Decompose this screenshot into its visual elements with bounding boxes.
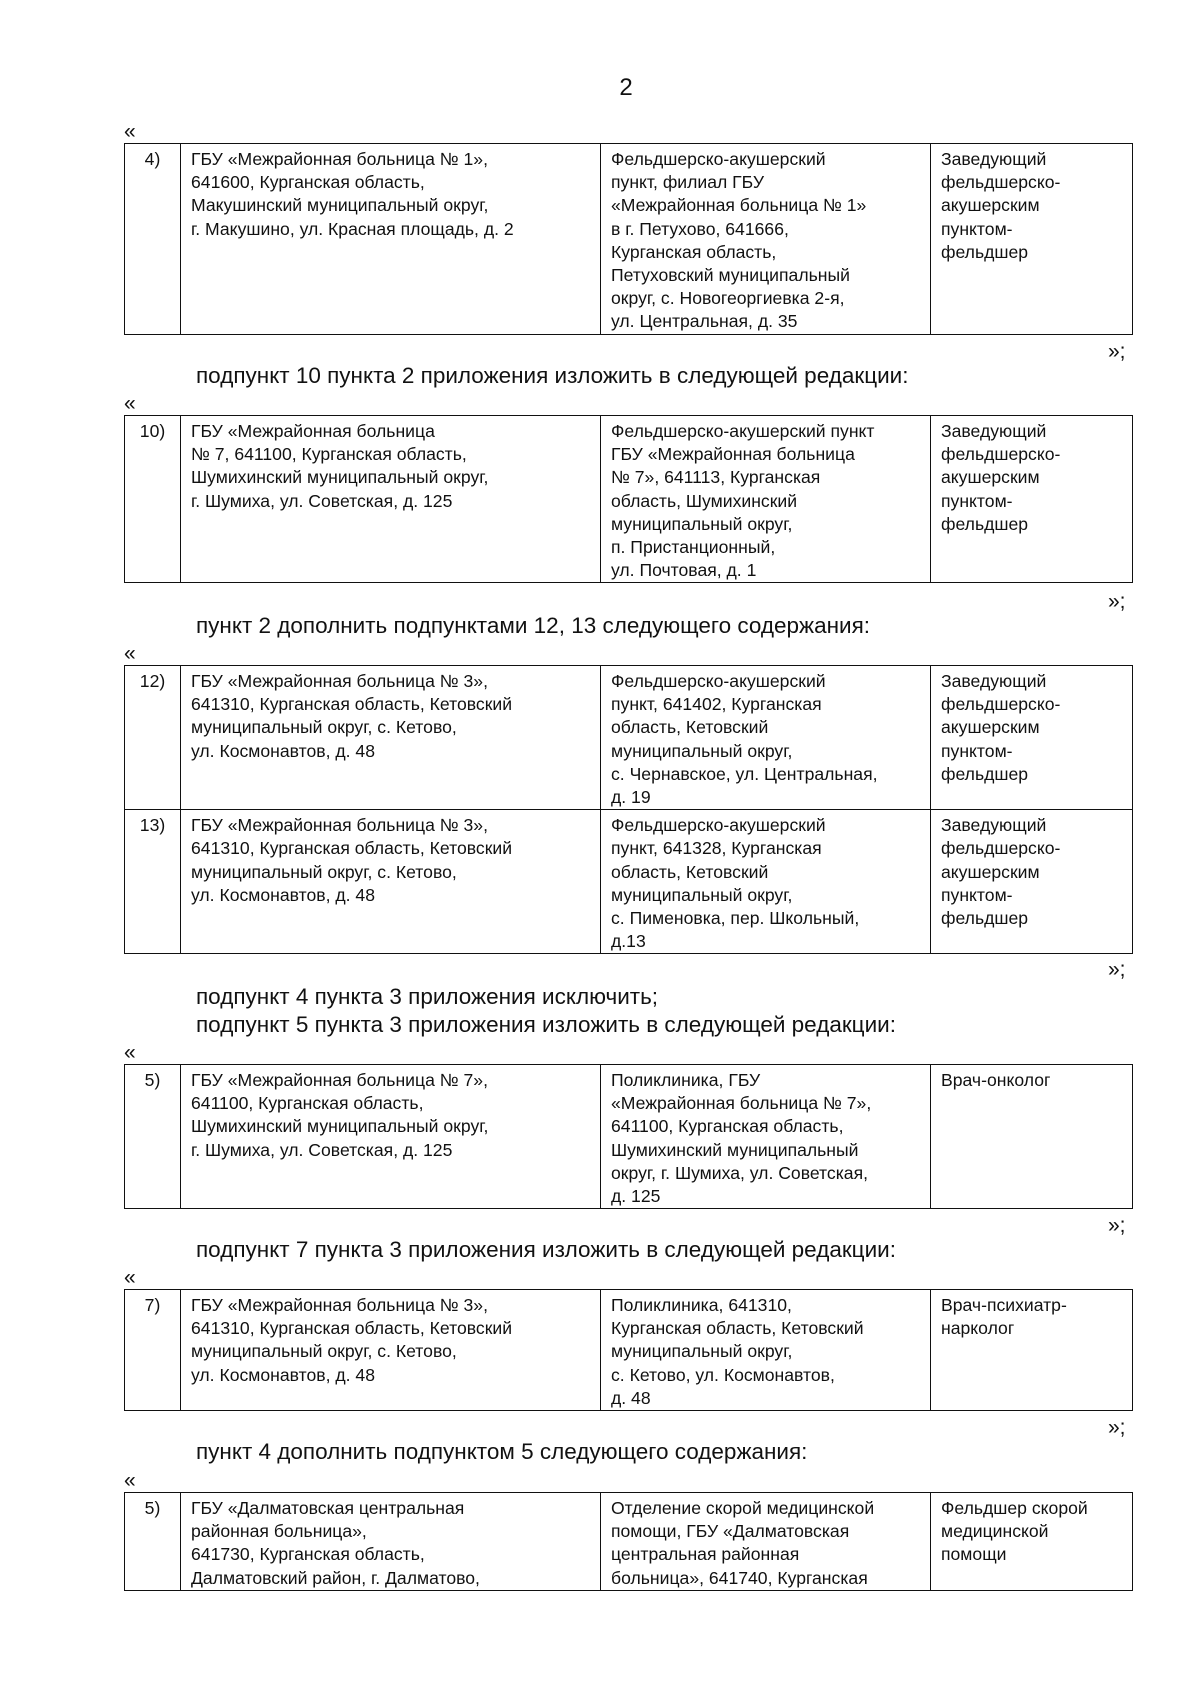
row-number: 10) — [125, 416, 181, 583]
instruction-text: пункт 2 дополнить подпунктами 12, 13 следующего содержания: — [196, 613, 871, 638]
organization-cell: ГБУ «Межрайонная больница № 3», 641310, Курганская область, Кетовский муниципальный округ, с. Кетово, ул. Космонавтов, д. 48 — [181, 810, 601, 954]
row-number: 13) — [125, 810, 181, 954]
unit-cell: Фельдшерско-акушерский пункт, 641402, Курганская область, Кетовский муниципальный округ, с. Чернавское, ул. Центральная, д. 19 — [601, 666, 931, 810]
unit-cell: Фельдшерско-акушерский пункт ГБУ «Межрайонная больница № 7», 641113, Курганская область, Шумихинский муниципальный округ, п. Пристанционный, ул. Почтовая, д. 1 — [601, 416, 931, 583]
table-section-1 — [124, 143, 1133, 335]
table-section-3 — [124, 665, 1133, 954]
row-number: 5) — [125, 1493, 181, 1591]
unit-cell: Фельдшерско-акушерский пункт, 641328, Курганская область, Кетовский муниципальный округ, с. Пименовка, пер. Школьный, д.13 — [601, 810, 931, 954]
open-quote: « — [124, 120, 136, 143]
table-section-2 — [124, 415, 1133, 583]
row-number: 7) — [125, 1290, 181, 1411]
instruction-text: подпункт 10 пункта 2 приложения изложить в следующей редакции: — [196, 363, 909, 388]
table-row — [125, 1290, 1133, 1411]
table-row — [125, 666, 1133, 810]
table-row — [125, 144, 1133, 335]
instruction-text: подпункт 5 пункта 3 приложения изложить в следующей редакции: — [196, 1012, 896, 1037]
unit-cell: Отделение скорой медицинской помощи, ГБУ «Далматовская центральная районная больница», 641740, Курганская — [601, 1493, 931, 1591]
open-quote: « — [124, 1266, 136, 1289]
unit-cell: Фельдшерско-акушерский пункт, филиал ГБУ «Межрайонная больница № 1» в г. Петухово, 641666, Курганская область, Петуховский муниципальный округ, с. Новогеоргиевка 2-я, ул. Центральная, д. 35 — [601, 144, 931, 335]
position-cell: Заведующий фельдшерско- акушерским пунктом- фельдшер — [931, 666, 1133, 810]
table-section-5 — [124, 1289, 1133, 1411]
table-section-4 — [124, 1064, 1133, 1209]
unit-cell: Поликлиника, 641310, Курганская область, Кетовский муниципальный округ, с. Кетово, ул. Космонавтов, д. 48 — [601, 1290, 931, 1411]
open-quote: « — [124, 642, 136, 665]
position-cell: Врач-онколог — [931, 1065, 1133, 1209]
close-quote: »; — [1108, 1214, 1126, 1237]
table-section-6 — [124, 1492, 1133, 1591]
close-quote: »; — [1108, 590, 1126, 613]
open-quote: « — [124, 392, 136, 415]
row-number: 12) — [125, 666, 181, 810]
position-cell: Заведующий фельдшерско- акушерским пунктом- фельдшер — [931, 144, 1133, 335]
position-cell: Заведующий фельдшерско- акушерским пунктом- фельдшер — [931, 416, 1133, 583]
instruction-text: пункт 4 дополнить подпунктом 5 следующего содержания: — [196, 1439, 808, 1464]
table-row — [125, 1065, 1133, 1209]
table-row — [125, 810, 1133, 954]
table-row — [125, 1493, 1133, 1591]
close-quote: »; — [1108, 958, 1126, 981]
unit-cell: Поликлиника, ГБУ «Межрайонная больница № 7», 641100, Курганская область, Шумихинский муниципальный округ, г. Шумиха, ул. Советская, д. 125 — [601, 1065, 931, 1209]
page-number: 2 — [619, 74, 633, 101]
open-quote: « — [124, 1041, 136, 1064]
organization-cell: ГБУ «Межрайонная больница № 7», 641100, Курганская область, Шумихинский муниципальный округ, г. Шумиха, ул. Советская, д. 125 — [181, 1065, 601, 1209]
position-cell: Врач-психиатр- нарколог — [931, 1290, 1133, 1411]
close-quote: »; — [1108, 1416, 1126, 1439]
organization-cell: ГБУ «Межрайонная больница № 3», 641310, Курганская область, Кетовский муниципальный округ, с. Кетово, ул. Космонавтов, д. 48 — [181, 666, 601, 810]
organization-cell: ГБУ «Далматовская центральная районная больница», 641730, Курганская область, Далматовский район, г. Далматово, — [181, 1493, 601, 1591]
open-quote: « — [124, 1469, 136, 1492]
instruction-text: подпункт 4 пункта 3 приложения исключить; — [196, 984, 659, 1009]
row-number: 5) — [125, 1065, 181, 1209]
organization-cell: ГБУ «Межрайонная больница № 7, 641100, Курганская область, Шумихинский муниципальный округ, г. Шумиха, ул. Советская, д. 125 — [181, 416, 601, 583]
close-quote: »; — [1108, 340, 1126, 363]
position-cell: Фельдшер скорой медицинской помощи — [931, 1493, 1133, 1591]
organization-cell: ГБУ «Межрайонная больница № 1», 641600, Курганская область, Макушинский муниципальный округ, г. Макушино, ул. Красная площадь, д. 2 — [181, 144, 601, 335]
organization-cell: ГБУ «Межрайонная больница № 3», 641310, Курганская область, Кетовский муниципальный округ, с. Кетово, ул. Космонавтов, д. 48 — [181, 1290, 601, 1411]
position-cell: Заведующий фельдшерско- акушерским пунктом- фельдшер — [931, 810, 1133, 954]
row-number: 4) — [125, 144, 181, 335]
table-row — [125, 416, 1133, 583]
instruction-text: подпункт 7 пункта 3 приложения изложить в следующей редакции: — [196, 1237, 896, 1262]
